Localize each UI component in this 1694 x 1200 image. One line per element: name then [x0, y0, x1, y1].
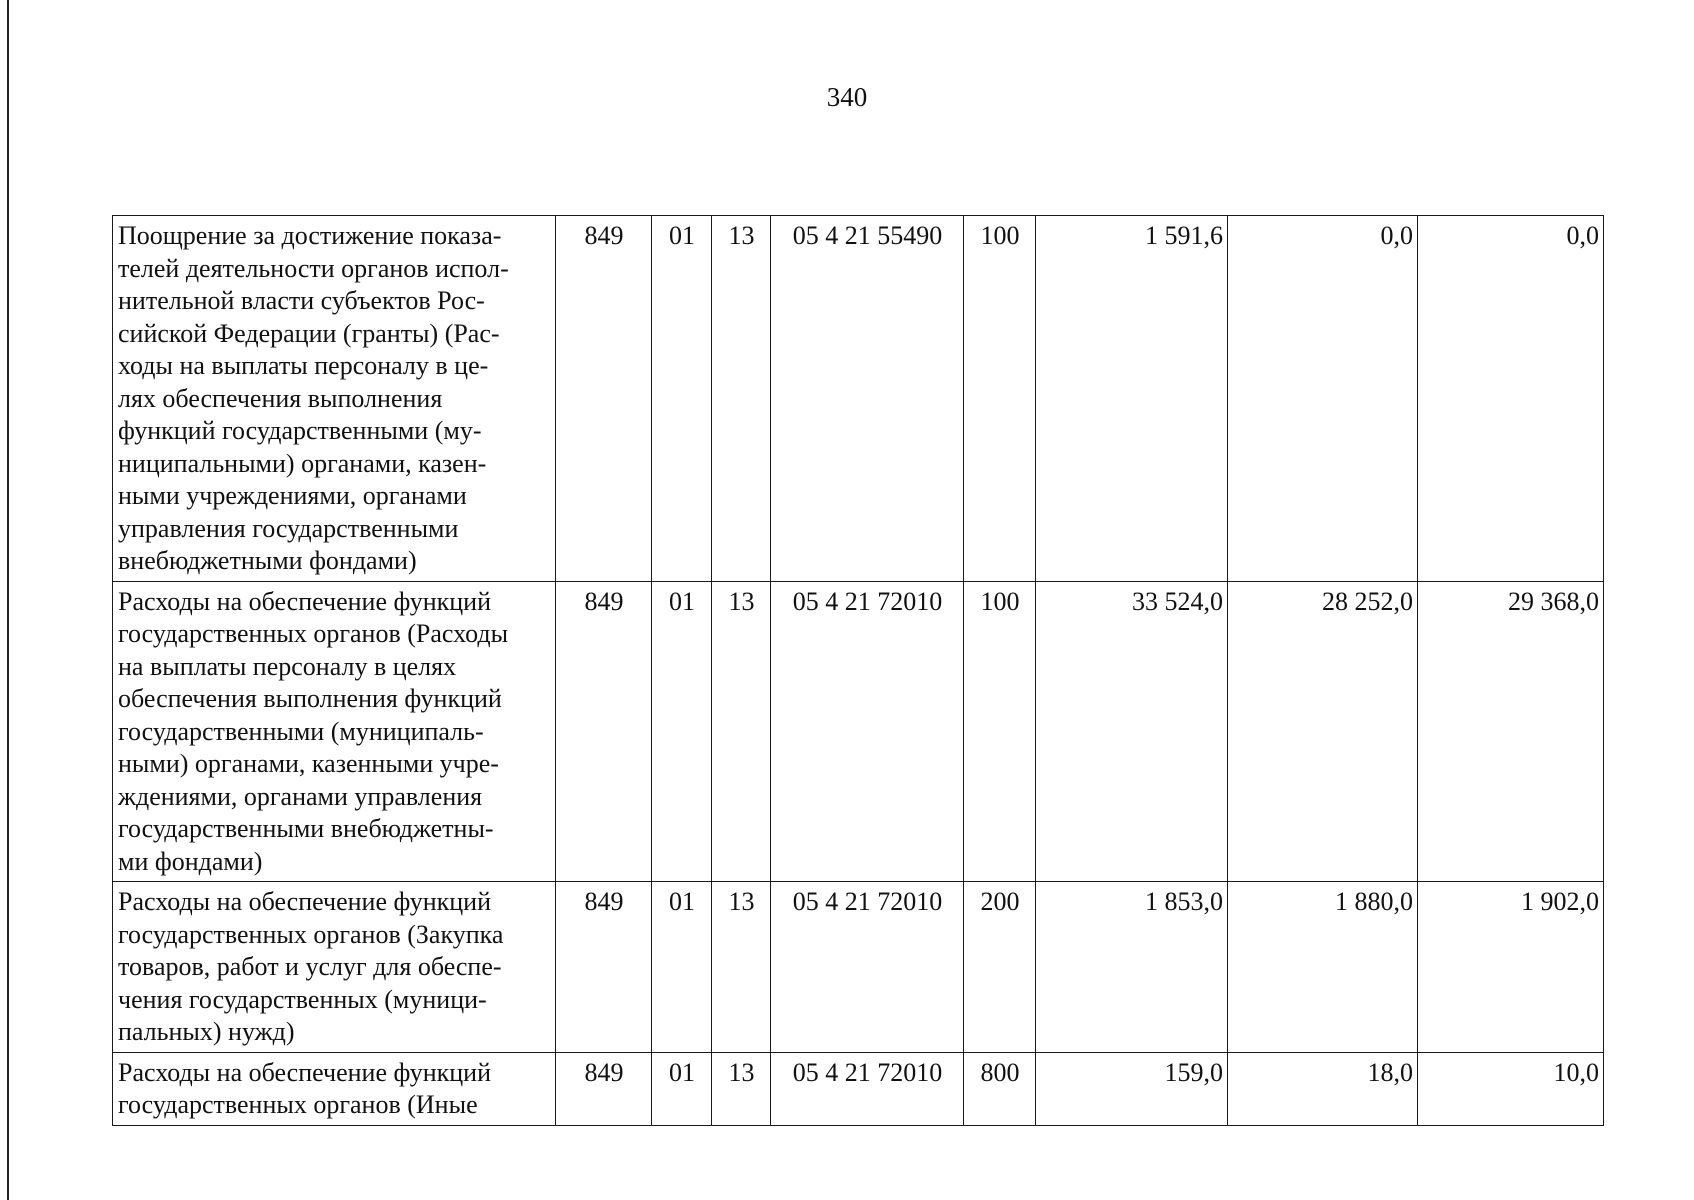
amount-year-3-cell: 0,0: [1418, 216, 1604, 582]
description-line: государственных органов (Расходы: [118, 619, 509, 648]
description-line: государственными (муниципаль-: [118, 716, 484, 746]
description-line: ходы на выплаты персоналу в це-: [118, 351, 489, 380]
section-code-cell: 01: [652, 216, 712, 582]
target-article-cell: 05 4 21 72010: [771, 1052, 964, 1125]
amount-year-3-cell: 10,0: [1418, 1052, 1604, 1125]
description-line: Расходы на обеспечение функций: [118, 586, 492, 616]
table-row: [113, 1052, 1604, 1125]
description-line: Поощрение за достижение показа-: [118, 221, 502, 250]
description-line: телей деятельности органов испол-: [118, 253, 509, 283]
description-line: сийской Федерации (гранты) (Рас-: [118, 318, 500, 348]
description-cell: [113, 1052, 556, 1125]
page-number: 340: [826, 82, 868, 112]
subsection-code-cell: 13: [712, 882, 771, 1053]
description-line: обеспечения выполнения функций: [118, 684, 502, 713]
expense-type-cell: 100: [964, 581, 1036, 882]
description-line: функций государственными (му-: [118, 416, 482, 445]
subsection-code-cell: 13: [712, 216, 771, 582]
table-body: [113, 216, 1604, 1126]
target-article-cell: 05 4 21 72010: [771, 581, 964, 882]
table-row: [113, 581, 1604, 882]
target-article-cell: 05 4 21 72010: [771, 882, 964, 1053]
description-line: на выплаты персоналу в целях: [118, 651, 457, 681]
amount-year-1-cell: 1 591,6: [1036, 216, 1228, 582]
ministry-code-cell: 849: [556, 581, 652, 882]
description-line: товаров, работ и услуг для обеспе-: [118, 952, 502, 981]
subsection-code-cell: 13: [712, 581, 771, 882]
amount-year-1-cell: 33 524,0: [1036, 581, 1228, 882]
description-line: управления государственными: [118, 513, 459, 543]
budget-table: [112, 215, 1604, 1126]
expense-type-cell: 200: [964, 882, 1036, 1053]
amount-year-2-cell: 0,0: [1228, 216, 1418, 582]
description-cell: [113, 581, 556, 882]
description-line: ждениями, органами управления: [118, 781, 483, 811]
ministry-code-cell: 849: [556, 1052, 652, 1125]
description-line: лях обеспечения выполнения: [118, 383, 443, 413]
expense-type-cell: 100: [964, 216, 1036, 582]
section-code-cell: 01: [652, 882, 712, 1053]
section-code-cell: 01: [652, 581, 712, 882]
description-line: государственных органов (Закупка: [118, 919, 504, 949]
expense-type-cell: 800: [964, 1052, 1036, 1125]
description-line: Расходы на обеспечение функций: [118, 887, 492, 916]
amount-year-1-cell: 1 853,0: [1036, 882, 1228, 1053]
subsection-code-cell: 13: [712, 1052, 771, 1125]
ministry-code-cell: 849: [556, 216, 652, 582]
table-row: [113, 882, 1604, 1053]
left-margin-rule: [7, 0, 9, 1200]
amount-year-2-cell: 28 252,0: [1228, 581, 1418, 882]
description-line: государственных органов (Иные: [118, 1090, 478, 1119]
table-row: [113, 216, 1604, 582]
description-line: ниципальными) органами, казен-: [118, 448, 487, 478]
description-line: ми фондами): [118, 846, 263, 876]
description-line: нительной власти субъектов Рос-: [118, 286, 485, 315]
description-line: государственными внебюджетны-: [118, 814, 494, 843]
target-article-cell: 05 4 21 55490: [771, 216, 964, 582]
amount-year-2-cell: 1 880,0: [1228, 882, 1418, 1053]
section-code-cell: 01: [652, 1052, 712, 1125]
amount-year-1-cell: 159,0: [1036, 1052, 1228, 1125]
description-line: пальных) нужд): [118, 1017, 295, 1046]
amount-year-2-cell: 18,0: [1228, 1052, 1418, 1125]
description-line: чения государственных (муници-: [118, 984, 487, 1014]
description-cell: [113, 882, 556, 1053]
description-line: Расходы на обеспечение функций: [118, 1057, 492, 1087]
description-line: внебюджетными фондами): [118, 546, 417, 575]
description-line: ными учреждениями, органами: [118, 481, 467, 510]
amount-year-3-cell: 1 902,0: [1418, 882, 1604, 1053]
ministry-code-cell: 849: [556, 882, 652, 1053]
amount-year-3-cell: 29 368,0: [1418, 581, 1604, 882]
description-cell: [113, 216, 556, 582]
description-line: ными) органами, казенными учре-: [118, 749, 499, 778]
